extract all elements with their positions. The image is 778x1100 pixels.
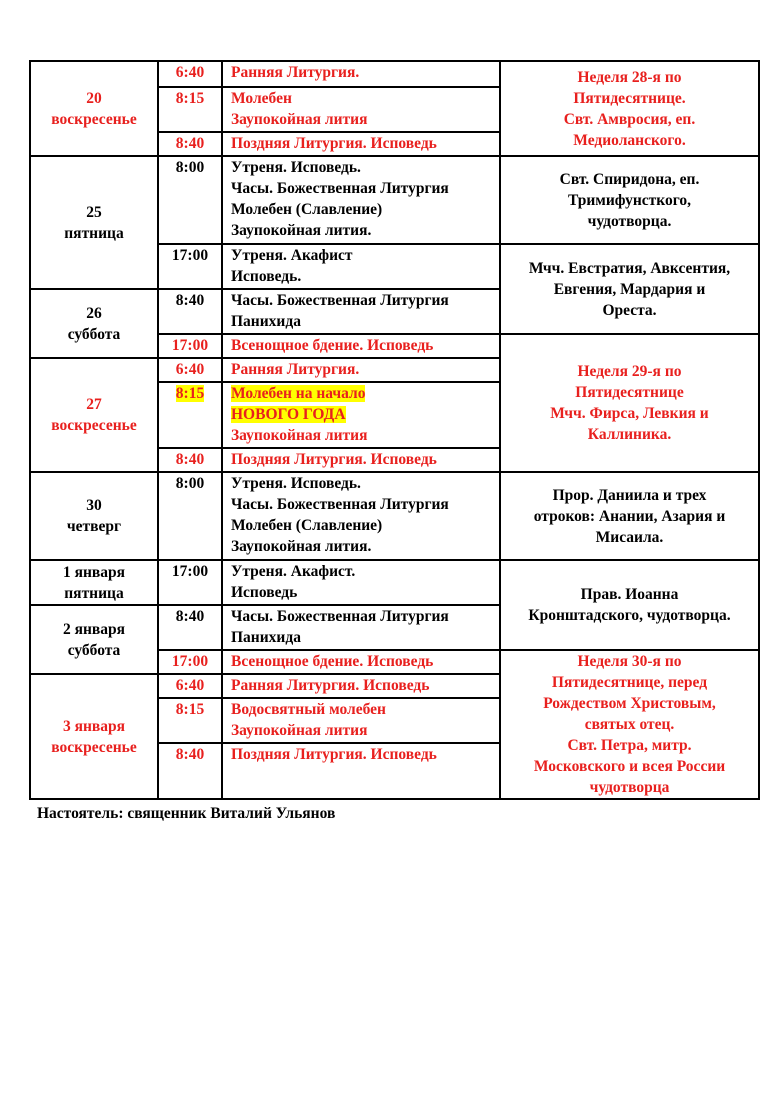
desc-line: Поздняя Литургия. Исповедь [231, 746, 437, 763]
desc-line: Исповедь. [231, 268, 302, 285]
day-number: 3 января [62, 717, 126, 735]
feast-line: Свт. Петра, митр. [567, 737, 692, 754]
desc-line: Утреня. Акафист [231, 247, 353, 264]
service-time: 17:00 [158, 334, 222, 358]
day-cell [30, 605, 158, 674]
desc-line: Всенощное бдение. Исповедь [231, 337, 434, 354]
desc-line [231, 404, 499, 425]
feast-line: Евгения, Мардария и [553, 280, 706, 298]
service-time: 8:40 [158, 743, 222, 799]
service-desc [222, 382, 500, 448]
day-weekday: воскресенье [51, 110, 137, 128]
desc-line: Заупокойная лития [231, 111, 368, 128]
desc-line: Ранняя Литургия. [231, 64, 360, 81]
service-desc [222, 61, 500, 87]
desc-line: Утреня. Акафист. [231, 563, 356, 580]
feast-line: Кронштадского, чудотворца. [528, 607, 731, 624]
day-number: 2 января [62, 620, 126, 638]
feast-line: чудотворца. [587, 212, 672, 230]
desc-line: Панихида [231, 313, 301, 330]
day-weekday: пятница [64, 224, 124, 242]
service-desc [222, 472, 500, 560]
feast-line: отроков: Анании, Азария и [533, 507, 726, 525]
service-desc [222, 743, 500, 799]
service-desc [222, 87, 500, 132]
desc-line [231, 383, 499, 404]
desc-line: Молебен [231, 90, 292, 107]
day-weekday: суббота [67, 641, 121, 659]
day-cell [30, 472, 158, 560]
feast-line: Каллиника. [587, 426, 672, 443]
desc-line: Заупокойная лития [231, 722, 368, 739]
feast-cell [500, 61, 759, 156]
service-desc [222, 132, 500, 156]
feast-line: Неделя 30-я по [577, 653, 682, 670]
day-number: 27 [86, 396, 102, 413]
service-time: 8:00 [158, 156, 222, 244]
feast-cell [500, 650, 759, 799]
service-desc [222, 650, 500, 674]
desc-line: Часы. Божественная Литургия [231, 496, 449, 513]
service-time [158, 382, 222, 448]
feast-line: Свт. Амвросия, еп. [563, 110, 696, 128]
service-time: 17:00 [158, 560, 222, 605]
day-weekday: пятница [64, 584, 124, 602]
desc-line: Заупокойная лития. [231, 222, 372, 239]
table-row [30, 156, 759, 244]
desc-line: Молебен (Славление) [231, 201, 383, 218]
service-time: 8:00 [158, 472, 222, 560]
day-number: 1 января [62, 563, 126, 581]
day-cell [30, 674, 158, 799]
desc-line: Поздняя Литургия. Исповедь [231, 135, 437, 152]
feast-line: Неделя 28-я по [577, 68, 682, 86]
table-row [30, 61, 759, 87]
day-cell [30, 289, 158, 358]
desc-line: Поздняя Литургия. Исповедь [231, 451, 437, 468]
desc-line: Заупокойная лития. [231, 538, 372, 555]
feast-cell [500, 244, 759, 334]
day-cell [30, 560, 158, 605]
feast-line: Мчч. Фирса, Левкия и [550, 405, 709, 422]
highlighted-time: 8:15 [175, 385, 205, 402]
feast-line: Пятидесятнице, перед [551, 674, 708, 691]
service-time: 8:40 [158, 605, 222, 650]
service-time: 8:15 [158, 698, 222, 743]
service-desc [222, 448, 500, 472]
feast-cell [500, 156, 759, 244]
day-cell [30, 156, 158, 289]
feast-line: Прор. Даниила и трех [552, 486, 707, 504]
service-desc [222, 674, 500, 698]
feast-line: Мчч. Евстратия, Авксентия, [528, 259, 731, 277]
schedule-table [29, 60, 760, 800]
feast-line: Неделя 29-я по [577, 363, 682, 380]
service-desc [222, 560, 500, 605]
feast-line: Тримифунсткого, [567, 191, 692, 209]
day-weekday: четверг [66, 518, 122, 535]
feast-line: Мисаила. [595, 528, 664, 546]
feast-line: Ореста. [602, 301, 657, 319]
service-time: 17:00 [158, 244, 222, 289]
desc-line: Часы. Божественная Литургия [231, 608, 449, 625]
feast-line: Медиоланского. [573, 131, 686, 149]
service-desc [222, 156, 500, 244]
desc-line: Всенощное бдение. Исповедь [231, 653, 434, 670]
desc-line: Панихида [231, 629, 301, 646]
service-time: 8:15 [158, 87, 222, 132]
desc-line: Заупокойная лития [231, 427, 368, 444]
service-desc [222, 334, 500, 358]
day-weekday: воскресенье [51, 417, 137, 434]
rector-signature-line: Настоятель: священник Виталий Ульянов [37, 805, 336, 822]
desc-line: Исповедь [231, 584, 298, 601]
service-desc [222, 244, 500, 289]
day-number: 26 [86, 304, 102, 322]
day-number: 20 [86, 89, 102, 107]
feast-line: Свт. Спиридона, еп. [559, 170, 700, 188]
day-number: 25 [86, 203, 102, 221]
desc-line: Ранняя Литургия. [231, 361, 360, 378]
feast-cell [500, 472, 759, 560]
desc-line: Часы. Божественная Литургия [231, 292, 449, 309]
service-time: 6:40 [158, 358, 222, 382]
day-weekday: суббота [67, 325, 121, 343]
table-row [30, 472, 759, 560]
service-time: 8:40 [158, 289, 222, 334]
desc-line: Водосвятный молебен [231, 701, 386, 718]
day-number: 30 [86, 497, 102, 514]
service-time: 8:40 [158, 132, 222, 156]
feast-cell [500, 560, 759, 650]
service-desc [222, 605, 500, 650]
service-desc [222, 698, 500, 743]
feast-line: святых отец. [584, 716, 675, 733]
service-time: 17:00 [158, 650, 222, 674]
highlighted-text: Молебен на начало [231, 385, 366, 402]
day-weekday: воскресенье [51, 738, 137, 756]
feast-line: Пятидесятнице. [573, 89, 686, 107]
service-time: 6:40 [158, 674, 222, 698]
desc-line: Утреня. Исповедь. [231, 159, 361, 176]
feast-line: Московского и всея России [533, 758, 726, 775]
feast-line: Рождеством Христовым, [543, 695, 716, 712]
feast-line: Пятидесятнице [575, 384, 684, 401]
table-row [30, 560, 759, 605]
desc-line: Часы. Божественная Литургия [231, 180, 449, 197]
service-time: 8:40 [158, 448, 222, 472]
feast-line: Прав. Иоанна [580, 586, 679, 603]
day-cell [30, 358, 158, 472]
service-desc [222, 289, 500, 334]
service-time: 6:40 [158, 61, 222, 87]
desc-line: Молебен (Славление) [231, 517, 383, 534]
desc-line: Утреня. Исповедь. [231, 475, 361, 492]
feast-line: чудотворца [589, 779, 670, 796]
day-cell [30, 61, 158, 156]
desc-line: Ранняя Литургия. Исповедь [231, 677, 430, 694]
highlighted-text: НОВОГО ГОДА [231, 406, 346, 423]
service-desc [222, 358, 500, 382]
feast-cell [500, 334, 759, 472]
